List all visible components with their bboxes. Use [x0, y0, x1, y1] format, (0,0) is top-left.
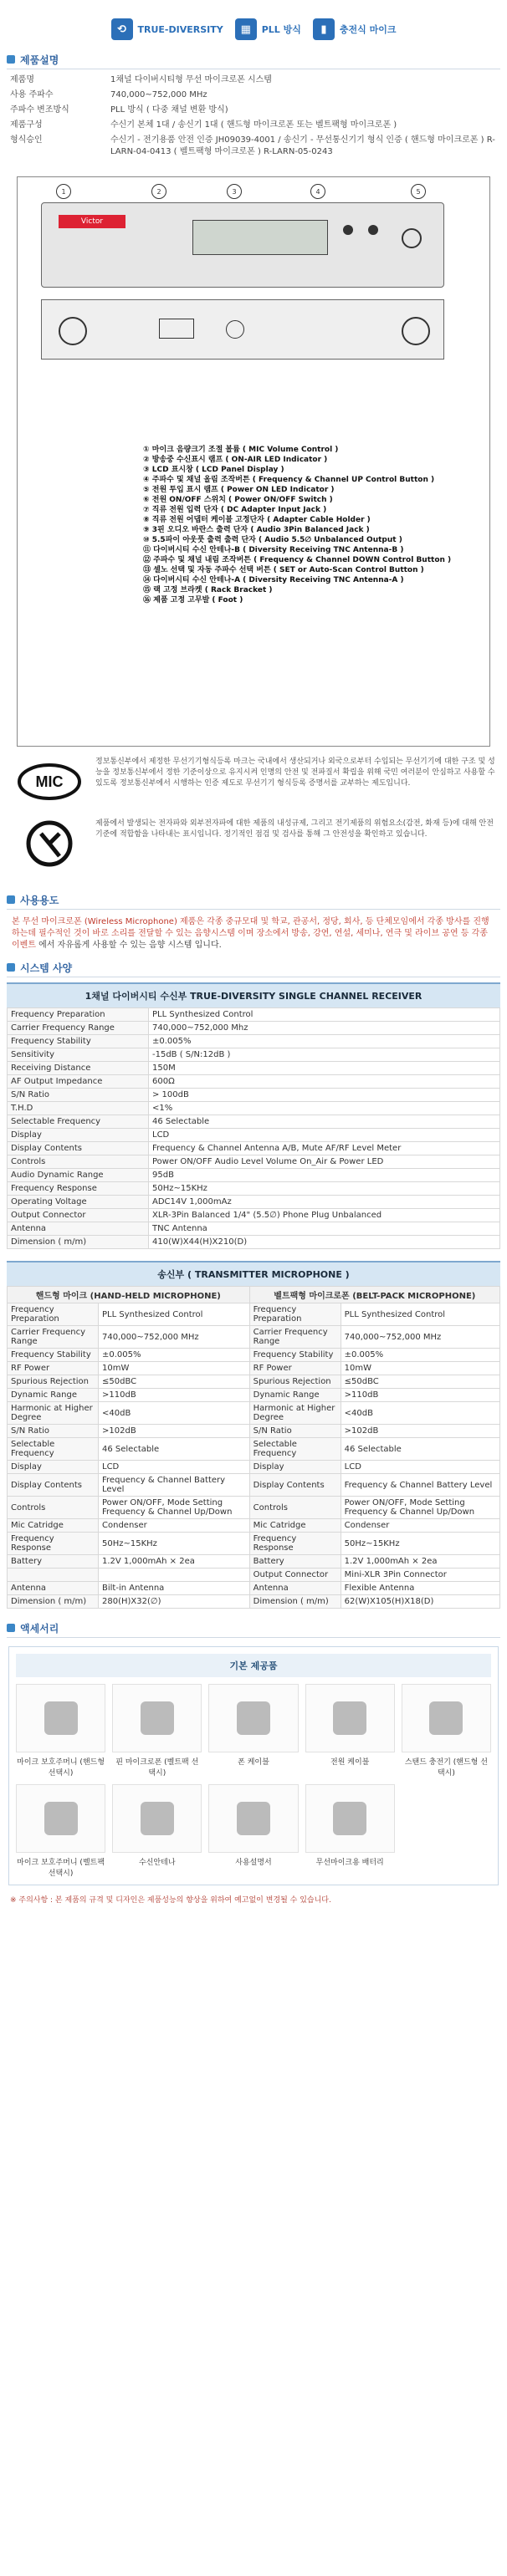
spec-key: Output Connector: [249, 1569, 341, 1582]
accessory-image: [16, 1684, 105, 1752]
spec-key: Frequency Stability: [8, 1349, 99, 1362]
spec-value: 740,000~752,000 MHz: [99, 1326, 250, 1349]
badge-true-diversity: ⟲ TRUE-DIVERSITY: [111, 18, 223, 40]
accessory-item: [16, 1684, 105, 1778]
spec-value: 150M: [149, 1062, 500, 1075]
spec-key: Battery: [249, 1555, 341, 1569]
section-title-specs: 시스템 사양: [0, 958, 507, 977]
table-row: [8, 1089, 500, 1102]
accessory-grid: [16, 1684, 491, 1878]
product-description-list: [0, 69, 507, 166]
spec-value: 62(W)X105(H)X18(D): [341, 1595, 499, 1609]
accessory-image: [402, 1684, 491, 1752]
cert-mic: MIC 정보통신부에서 제정한 무선기기형식등록 마크는 국내에서 생산되거나 외국으로부터 수입되는 무선기기에 대한 구조 및 성능을 정보통신부에서 정한 기준이상으로 유지시켜 인명의 안전 및 전파질서 확립을 위해 국민 여러분이 안심하고 사용할 수 있도록 정보통신부에서 시행하는 인증 제도로 무선기기 형식등록 증명서를 교부하는 제도입니다.: [12, 757, 495, 807]
spec-key: Display Contents: [8, 1142, 149, 1155]
spec-value: 410(W)X44(H)X210(D): [149, 1236, 500, 1249]
table-row: [8, 1182, 500, 1196]
diagram-legend: ① 마이크 음량크기 조절 볼륨 ( MIC Volume Control ) ② 방송중 수신표시 램프 ( ON-AIR LED Indicator ) ③ LCD 표시창 ( LCD Panel Display ) ④ 주파수 및 채널 올림 조작버튼 ( Frequency & Channel UP Control Button ) ⑤ 전원 투입 표시 램프 ( Power ON LED Indicator ) ⑥ 전원 ON/OFF 스위치 ( Power ON/OFF Switch ) ⑦ 직류 전원 입력 단자 ( DC Adapter Input Jack ) ⑧ 직류 전원 어댑터 케이블 고정단자 ( Adapter Cable Holder ) ⑨ 3핀 오디오 바란스 출력 단자 ( Audio 3Pin Balanced Jack ) ⑩ 5.5파이 아웃풋 출력 출력 단자 ( Audio 5.5∅ Unbalanced Output ) ⑪ 다이버시티 수신 안테나-B ( Diversity Receiving TNC Antenna-B ) ⑫ 주파수 및 채널 내림 조작버튼 ( Frequency & Channel DOWN Control Button ) ⑬ 셀노 선택 및 자동 주파수 선택 버튼 ( SET or Auto-Scan Control Button ) ⑭ 다이버시티 수신 안테나-A ( Diversity Receiving TNC Antenna-A ) ⑮ 랙 고정 브라켓 ( Rack Bracket ) ⑯ 제품 고정 고무발 ( Foot ): [143, 446, 452, 604]
k-cert-logo: [12, 819, 87, 869]
spec-key: Frequency Response: [8, 1182, 149, 1196]
spec-value: > 100dB: [149, 1089, 500, 1102]
accessory-image: [305, 1784, 395, 1853]
spec-key: Carrier Frequency Range: [249, 1326, 341, 1349]
spec-row: 사용 주파수 740,000~752,000 MHz: [10, 90, 207, 99]
spec-value: PLL Synthesized Control: [341, 1303, 499, 1326]
spec-key: Dimension ( m/m): [8, 1236, 149, 1249]
accessory-image: [112, 1784, 202, 1853]
spec-key: Selectable Frequency: [8, 1438, 99, 1461]
table-row: [8, 1389, 500, 1402]
table-row: [8, 1075, 500, 1089]
badge-pll: ▦ PLL 방식: [235, 18, 301, 40]
spec-value: 46 Selectable: [149, 1115, 500, 1129]
spec-value: >102dB: [99, 1425, 250, 1438]
spec-value: 50Hz~15KHz: [99, 1533, 250, 1555]
spec-row: 형식승인 수신기 - 전기용품 안전 인증 JH09039-4001 / 송신기 - 무선통신기기 형식 인증 ( 핸드형 마이크로폰 ) R-LARN-04-0413 ( 벨트팩형 마이크로폰 ) R-LARN-05-0243: [10, 135, 495, 156]
svg-text:MIC: MIC: [35, 773, 64, 790]
spec-key: Carrier Frequency Range: [8, 1326, 99, 1349]
receiver-spec-table: 1채널 다이버시티 수신부 TRUE-DIVERSITY SINGLE CHANNEL RECEIVER Frequency Preparation PLL Synthesized Control Carrier Frequency Range 740,000~752,000 Mhz Frequency Stability ±0.005% Sensitivity -15dB ( S/N:12dB ) Receiving Distance 150M AF Output Impedance 600Ω S/N Ratio > 100dB T.H.D <1% Selectable Frequency 46 Selectable Display LCD Display Contents Frequency & Channel Antenna A/B, Mute AF/RF Level Meter Controls Power ON/OFF Audio Level Volume On_Air & Power LED Audio Dynamic Range 95dB Frequency Response 50Hz~15KHz Operating Voltage ADC14V 1,000mAz Output Connector XLR-3Pin Balanced 1/4" (5.5∅) Phone Plug Unbalanced Antenna TNC Antenna Dimension ( m/m) 410(W)X44(H)X210(D): [7, 982, 500, 1249]
spec-key: Frequency Stability: [8, 1035, 149, 1048]
spec-value: Condenser: [99, 1519, 250, 1533]
accessory-placeholder-icon: [333, 1802, 366, 1835]
table-row: [8, 1402, 500, 1425]
accessory-label: 마이크 보호주머니 (벨트팩 선택시): [17, 1859, 105, 1878]
callout-3: 3: [227, 184, 242, 199]
spec-value: Flexible Antenna: [341, 1582, 499, 1595]
spec-key: Dimension ( m/m): [8, 1595, 99, 1609]
spec-value: 50Hz~15KHz: [341, 1533, 499, 1555]
table-row: [8, 1595, 500, 1609]
spec-value: 50Hz~15KHz: [149, 1182, 500, 1196]
spec-value: >102dB: [341, 1425, 499, 1438]
spec-value: -15dB ( S/N:12dB ): [149, 1048, 500, 1062]
spec-key: Display: [8, 1461, 99, 1474]
table-row: [8, 1474, 500, 1497]
table-row: [8, 1236, 500, 1249]
connector-icon: [59, 317, 87, 345]
spec-key: Antenna: [249, 1582, 341, 1595]
spec-value: Bilt-in Antenna: [99, 1582, 250, 1595]
callout-2: 2: [151, 184, 166, 199]
spec-key: Battery: [8, 1555, 99, 1569]
table-row: [8, 1497, 500, 1519]
spec-key: Spurious Rejection: [8, 1375, 99, 1389]
spec-value: ±0.005%: [99, 1349, 250, 1362]
spec-value: 740,000~752,000 MHz: [341, 1326, 499, 1349]
accessory-box: 기본 제공품 마이크 보호주머니 (핸드형 선택시) 핀 마이크로폰 (벨트팩 선택시) 폰 케이블 전원 케이블 스탠드 충전기 (핸드형 선택시) 마이크 보호주머니 (벨트팩 선택시) 수신안테나 사용설명서 무선마이크용 배터리: [8, 1646, 499, 1885]
power-button-icon: [402, 228, 422, 248]
table-row: [8, 1362, 500, 1375]
accessory-image: [208, 1684, 298, 1752]
spec-key: Frequency Stability: [249, 1349, 341, 1362]
table-row: [8, 1035, 500, 1048]
spec-key: Harmonic at Higher Degree: [8, 1402, 99, 1425]
spec-key: RF Power: [8, 1362, 99, 1375]
badge-battery: ▮ 충전식 마이크: [313, 18, 397, 40]
accessory-image: [208, 1784, 298, 1853]
spec-key: RF Power: [249, 1362, 341, 1375]
spec-key: Spurious Rejection: [249, 1375, 341, 1389]
accessory-label: 폰 케이블: [238, 1758, 269, 1767]
spec-value: XLR-3Pin Balanced 1/4" (5.5∅) Phone Plug Unbalanced: [149, 1209, 500, 1222]
usage-text: 본 무선 마이크로폰 (Wireless Microphone) 제품은 각종 중규모대 및 학교, 관공서, 정당, 회사, 등 단체모임에서 각종 방사를 진행하는데 필수적인 것이 바로 소리를 전달할 수 있는 음향시스템 이며 장소에서 방송, 강연, 연설, 세미나, 연극 및 라이브 공연 등 각종 이벤트 에서 자유롭게 사용할 수 있는 음향 시스템 입니다.: [12, 917, 489, 950]
accessory-item: [402, 1684, 491, 1778]
spec-key: S/N Ratio: [249, 1425, 341, 1438]
accessory-label: 마이크 보호주머니 (핸드형 선택시): [17, 1758, 105, 1778]
spec-value: 600Ω: [149, 1075, 500, 1089]
accessory-image: [16, 1784, 105, 1853]
spec-value: 10mW: [99, 1362, 250, 1375]
receiver-diagram: [17, 176, 490, 747]
spec-key: Selectable Frequency: [8, 1115, 149, 1129]
spec-key: Display: [8, 1129, 149, 1142]
table-row: [8, 1102, 500, 1115]
table-row: [8, 1375, 500, 1389]
spec-value: <1%: [149, 1102, 500, 1115]
section-title-accessories: 액세서리: [0, 1619, 507, 1637]
spec-key: Dynamic Range: [8, 1389, 99, 1402]
table-row: [8, 1569, 500, 1582]
callout-4: 4: [310, 184, 325, 199]
accessory-placeholder-icon: [237, 1701, 270, 1735]
table-row: [8, 1555, 500, 1569]
accessory-label: 사용설명서: [235, 1859, 272, 1867]
table-row: [8, 1155, 500, 1169]
accessory-placeholder-icon: [141, 1701, 174, 1735]
table-row: [8, 1326, 500, 1349]
accessory-label: 전원 케이블: [330, 1758, 370, 1767]
pll-icon: ▦: [235, 18, 257, 40]
accessory-image: [112, 1684, 202, 1752]
table-row: [8, 1438, 500, 1461]
spec-key: Dynamic Range: [249, 1389, 341, 1402]
spec-value: ±0.005%: [341, 1349, 499, 1362]
spec-value: 1.2V 1,000mAh × 2ea: [341, 1555, 499, 1569]
table-row: [8, 1303, 500, 1326]
spec-value: Frequency & Channel Battery Level: [341, 1474, 499, 1497]
spec-value: Frequency & Channel Battery Level: [99, 1474, 250, 1497]
spec-key: Frequency Response: [249, 1533, 341, 1555]
spec-value: Power ON/OFF Audio Level Volume On_Air & Power LED: [149, 1155, 500, 1169]
spec-value: 46 Selectable: [99, 1438, 250, 1461]
accessory-label: 스탠드 충전기 (핸드형 선택시): [404, 1758, 488, 1778]
spec-value: <40dB: [99, 1402, 250, 1425]
spec-value: Condenser: [341, 1519, 499, 1533]
spec-value: PLL Synthesized Control: [99, 1303, 250, 1326]
spec-key: Antenna: [8, 1222, 149, 1236]
table-row: [8, 1048, 500, 1062]
spec-key: Controls: [8, 1497, 99, 1519]
lcd-display: [192, 220, 328, 255]
spec-row: 주파수 변조방식 PLL 방식 ( 다중 채널 변환 방식): [10, 105, 228, 115]
battery-icon: ▮: [313, 18, 335, 40]
knob-icon: [343, 225, 353, 235]
accessory-item: [208, 1684, 298, 1778]
mic-cert-logo: [12, 757, 87, 807]
accessory-item: [112, 1684, 202, 1778]
spec-value: Power ON/OFF, Mode Setting Frequency & Channel Up/Down: [99, 1497, 250, 1519]
accessory-item: [112, 1784, 202, 1878]
accessory-placeholder-icon: [429, 1701, 463, 1735]
spec-value: LCD: [149, 1129, 500, 1142]
accessory-placeholder-icon: [44, 1701, 78, 1735]
spec-key: Selectable Frequency: [249, 1438, 341, 1461]
spec-value: <40dB: [341, 1402, 499, 1425]
accessory-placeholder-icon: [333, 1701, 366, 1735]
spec-key: Frequency Preparation: [249, 1303, 341, 1326]
table-row: [8, 1115, 500, 1129]
spec-key: Controls: [8, 1155, 149, 1169]
spec-key: Sensitivity: [8, 1048, 149, 1062]
callout-1: 1: [56, 184, 71, 199]
spec-key: Carrier Frequency Range: [8, 1022, 149, 1035]
spec-key: Antenna: [8, 1582, 99, 1595]
spec-value: ±0.005%: [149, 1035, 500, 1048]
spec-key: Display Contents: [8, 1474, 99, 1497]
receiver-rear-panel: [41, 299, 444, 360]
section-bullet-icon: [7, 55, 15, 64]
xlr-jack-icon: [159, 319, 194, 339]
spec-value: LCD: [341, 1461, 499, 1474]
table-row: [8, 1349, 500, 1362]
table-row: [8, 1196, 500, 1209]
spec-key: Frequency Preparation: [8, 1008, 149, 1022]
accessory-label: 수신안테나: [139, 1859, 176, 1867]
section-title-description: 제품설명: [0, 50, 507, 69]
spec-key: AF Output Impedance: [8, 1075, 149, 1089]
table-row: [8, 1022, 500, 1035]
certifications: [0, 747, 507, 890]
spec-key: T.H.D: [8, 1102, 149, 1115]
spec-value: [99, 1569, 250, 1582]
spec-key: S/N Ratio: [8, 1425, 99, 1438]
table-row: [8, 1129, 500, 1142]
spec-value: ≤50dBC: [99, 1375, 250, 1389]
accessory-label: 무선마이크용 배터리: [315, 1859, 384, 1867]
spec-value: 280(H)X32(∅): [99, 1595, 250, 1609]
spec-key: Frequency Preparation: [8, 1303, 99, 1326]
table-row: [8, 1008, 500, 1022]
spec-key: Receiving Distance: [8, 1062, 149, 1075]
spec-row: 제품명 1채널 다이버시티형 무선 마이크로폰 시스템: [10, 75, 272, 84]
receiver-front-panel: [41, 202, 444, 288]
spec-value: TNC Antenna: [149, 1222, 500, 1236]
spec-value: Mini-XLR 3Pin Connector: [341, 1569, 499, 1582]
table-row: [8, 1209, 500, 1222]
table-row: [8, 1582, 500, 1595]
section-title-usage: 사용용도: [0, 890, 507, 909]
spec-value: Power ON/OFF, Mode Setting Frequency & Channel Up/Down: [341, 1497, 499, 1519]
accessory-item: [305, 1784, 395, 1878]
accessory-item: [305, 1684, 395, 1778]
notice-text: ※ 주의사항 : 본 제품의 규격 및 디자인은 제품성능의 향상을 위하여 예고없이 변경될 수 있습니다.: [10, 1896, 331, 1905]
spec-key: Mic Catridge: [8, 1519, 99, 1533]
spec-value: >110dB: [99, 1389, 250, 1402]
spec-key: S/N Ratio: [8, 1089, 149, 1102]
connector-icon: [402, 317, 430, 345]
accessory-label: 핀 마이크로폰 (벨트팩 선택시): [115, 1758, 199, 1778]
table-row: [8, 1461, 500, 1474]
table-row: [8, 1169, 500, 1182]
transmitter-spec-table: 송신부 ( TRANSMITTER MICROPHONE ) 핸드형 마이크 (HAND-HELD MICROPHONE) 벨트팩형 마이크로폰 (BELT-PACK MICROPHONE) Frequency Preparation PLL Synthesized Control Frequency Preparation PLL Synthesized Control Carrier Frequency Range 740,000~752,000 MHz Carrier Frequency Range 740,000~752,000 MHz Frequency Stability ±0.005% Frequency Stability ±0.005% RF Power 10mW RF Power 10mW Spurious Rejection ≤50dBC Spurious Rejection ≤50dBC Dynamic Range >110dB Dynamic Range >110dB Harmonic at Higher Degree <40dB Harmonic at Higher Degree <40dB S/N Ratio >102dB S/N Ratio >102dB Selectable Frequency 46 Selectable Selectable Frequency 46 Selectable Display LCD Display LCD Display Contents Frequency & Channel Battery Level Display Contents Frequency & Channel Battery Level Controls Power ON/OFF, Mode Setting Frequency & Channel Up/Down Controls Power ON/OFF, Mode Setting Frequency & Channel Up/Down Mic Catridge Condenser Mic Catridge Condenser Frequency Response 50Hz~15KHz Frequency Response 50Hz~15KHz Battery 1.2V 1,000mAh × 2ea Battery 1.2V 1,000mAh × 2ea Output Connector Mini-XLR 3Pin Connector Antenna Bilt-in Antenna Antenna Flexible Antenna Dimension ( m/m) 280(H)X32(∅) Dimension ( m/m) 62(W)X105(H)X18(D): [7, 1261, 500, 1609]
spec-value: LCD: [99, 1461, 250, 1474]
table-row: [8, 1519, 500, 1533]
spec-key: Harmonic at Higher Degree: [249, 1402, 341, 1425]
spec-value: 46 Selectable: [341, 1438, 499, 1461]
accessory-placeholder-icon: [237, 1802, 270, 1835]
spec-key: Output Connector: [8, 1209, 149, 1222]
table-row: [8, 1425, 500, 1438]
section-bullet-icon: [7, 1624, 15, 1632]
table-row: [8, 1062, 500, 1075]
accessory-placeholder-icon: [44, 1802, 78, 1835]
callout-5: 5: [411, 184, 426, 199]
cert-k: 제품에서 발생되는 전자파와 외부전자파에 대한 제품의 내성규제, 그리고 전기제품의 위험요소(감전, 화재 등)에 대해 안전 기준에 적합함을 나타내는 표시입니다. 정기적인 점검 및 검사를 통해 그 안전성을 확인하고 있습니다.: [12, 819, 495, 869]
spec-value: 1.2V 1,000mAh × 2ea: [99, 1555, 250, 1569]
spec-value: 740,000~752,000 Mhz: [149, 1022, 500, 1035]
phone-jack-icon: [226, 320, 244, 339]
spec-value: PLL Synthesized Control: [149, 1008, 500, 1022]
spec-key: Display: [249, 1461, 341, 1474]
accessory-item: [208, 1784, 298, 1878]
table-row: [8, 1142, 500, 1155]
accessory-image: [305, 1684, 395, 1752]
spec-row: 제품구성 수신기 본체 1대 / 송신기 1대 ( 핸드형 마이크로폰 또는 벨트팩형 마이크로폰 ): [10, 120, 397, 130]
spec-value: Frequency & Channel Antenna A/B, Mute AF/RF Level Meter: [149, 1142, 500, 1155]
section-bullet-icon: [7, 895, 15, 904]
spec-key: Mic Catridge: [249, 1519, 341, 1533]
spec-key: Audio Dynamic Range: [8, 1169, 149, 1182]
spec-key: Dimension ( m/m): [249, 1595, 341, 1609]
table-row: [8, 1222, 500, 1236]
accessory-placeholder-icon: [141, 1802, 174, 1835]
section-bullet-icon: [7, 963, 15, 972]
spec-value: >110dB: [341, 1389, 499, 1402]
table-row: [8, 1533, 500, 1555]
spec-value: ≤50dBC: [341, 1375, 499, 1389]
spec-key: [8, 1569, 99, 1582]
spec-key: Controls: [249, 1497, 341, 1519]
feature-badges: [0, 0, 507, 50]
spec-key: Display Contents: [249, 1474, 341, 1497]
true-diversity-icon: ⟲: [111, 18, 133, 40]
spec-key: Operating Voltage: [8, 1196, 149, 1209]
spec-key: Frequency Response: [8, 1533, 99, 1555]
spec-value: ADC14V 1,000mAz: [149, 1196, 500, 1209]
knob-icon: [368, 225, 378, 235]
accessory-item: [16, 1784, 105, 1878]
spec-value: 95dB: [149, 1169, 500, 1182]
table-header-row: 핸드형 마이크 (HAND-HELD MICROPHONE) 벨트팩형 마이크로폰 (BELT-PACK MICROPHONE): [8, 1287, 500, 1303]
spec-value: 10mW: [341, 1362, 499, 1375]
brand-logo: Victor: [59, 215, 125, 228]
divider: [7, 1637, 500, 1638]
